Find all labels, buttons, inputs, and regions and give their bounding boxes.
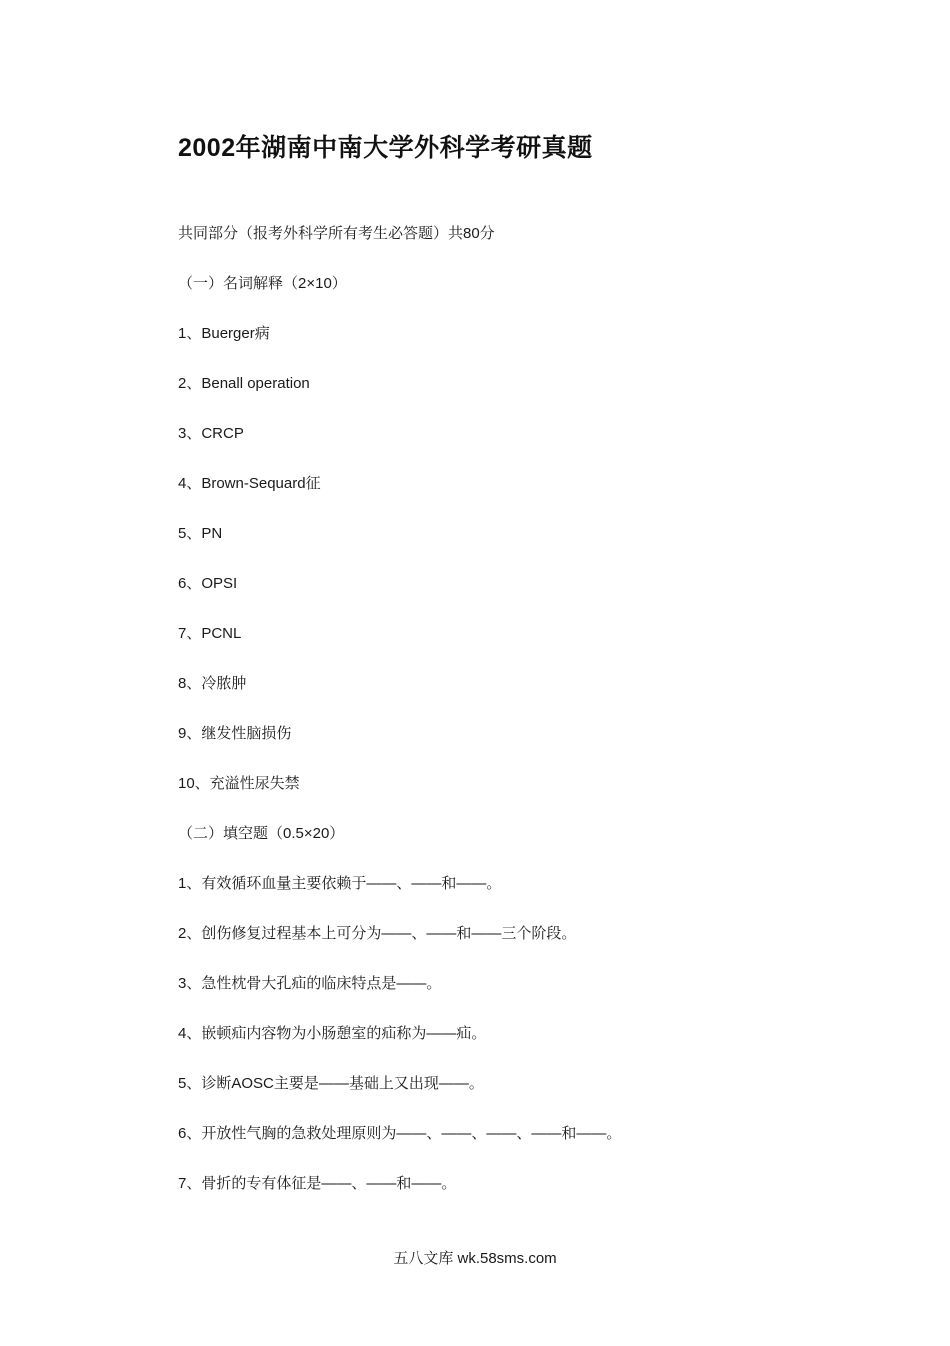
list-item: 2、Benall operation (178, 375, 310, 392)
list-item: 10、充溢性尿失禁 (178, 775, 300, 792)
list-item: 9、继发性脑损伤 (178, 725, 292, 742)
list-item: 3、CRCP (178, 425, 244, 442)
section-heading-fill-blank: （二）填空题（0.5×20） (178, 825, 345, 842)
list-item: 1、有效循环血量主要依赖于——、——和——。 (178, 875, 502, 892)
list-item: 5、诊断AOSC主要是——基础上又出现——。 (178, 1075, 484, 1092)
list-item: 2、创伤修复过程基本上可分为——、——和——三个阶段。 (178, 925, 577, 942)
list-item: 7、骨折的专有体征是——、——和——。 (178, 1175, 457, 1192)
list-item: 6、开放性气胸的急救处理原则为——、——、——、——和——。 (178, 1125, 622, 1142)
intro-text: 共同部分（报考外科学所有考生必答题）共80分 (178, 225, 495, 242)
page-footer: 五八文库 wk.58sms.com (393, 1250, 557, 1267)
list-item: 8、冷脓肿 (178, 675, 247, 692)
document-title: 2002年湖南中南大学外科学考研真题 (178, 134, 593, 162)
list-item: 3、急性枕骨大孔疝的临床特点是——。 (178, 975, 442, 992)
list-item: 4、嵌顿疝内容物为小肠憩室的疝称为——疝。 (178, 1025, 487, 1042)
list-item: 6、OPSI (178, 575, 238, 592)
list-item: 5、PN (178, 525, 223, 542)
section-heading-terms: （一）名词解释（2×10） (178, 275, 347, 292)
list-item: 1、Buerger病 (178, 325, 270, 342)
list-item: 7、PCNL (178, 625, 242, 642)
list-item: 4、Brown-Sequard征 (178, 475, 321, 492)
